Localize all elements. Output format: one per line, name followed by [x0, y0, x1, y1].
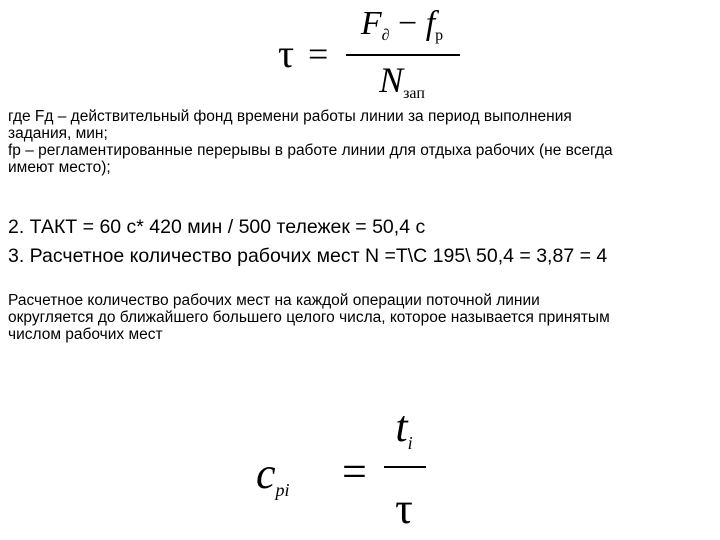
workplaces-calculation: 3. Расчетное количество рабочих мест N =Т\С 195\ 50,4 = 3,87 = 4 — [8, 245, 608, 267]
formula2-t: t — [395, 402, 408, 451]
takt-calculation: 2. ТАКТ = 60 с* 420 мин / 500 тележек = 50,4 с — [8, 216, 426, 238]
fraction-bar — [346, 54, 460, 56]
formula2-c-subscript: pi — [275, 480, 290, 500]
formula-equals-sign: = — [308, 34, 329, 74]
numerator-fd-subscript: ∂ — [381, 27, 390, 44]
formula-workplaces-per-operation — [256, 400, 456, 540]
definitions-paragraph — [8, 108, 714, 176]
definition-line: задания, мин; — [8, 125, 108, 142]
note-line: Расчетное количество рабочих мест на каждой операции поточной линии — [8, 292, 540, 309]
formula-takt-definition — [278, 4, 478, 104]
formula2-numerator — [382, 400, 426, 470]
denominator-n: N — [379, 60, 404, 100]
note-line: округляется до ближайшего большего целого числа, которое называется принятым — [8, 309, 610, 326]
denominator-subscript: зап — [403, 85, 425, 102]
formula-denominator — [342, 58, 462, 102]
formula2-fraction-bar — [384, 466, 426, 468]
formula-lhs-tau: τ — [278, 31, 295, 76]
numerator-fp: f — [425, 5, 436, 42]
formula2-equals-sign: = — [342, 447, 367, 496]
formula2-lhs — [256, 450, 290, 514]
rounding-note — [8, 292, 714, 343]
definition-line: fр – регламентированные перерывы в работе линии для отдыха рабочих (не всегда — [8, 142, 613, 159]
numerator-fd: F — [360, 5, 382, 42]
formula2-denominator: τ — [395, 484, 413, 533]
formula2-c: c — [256, 449, 276, 498]
numerator-minus: − — [389, 5, 426, 42]
definition-line: имеют место); — [8, 159, 111, 176]
formula-numerator — [342, 4, 462, 46]
definition-line: где Fд – действительный фонд времени работы линии за период выполнения — [8, 108, 572, 125]
formula2-t-subscript: i — [407, 433, 413, 453]
note-line: числом рабочих мест — [8, 326, 163, 343]
formula-fraction — [342, 4, 462, 104]
numerator-fp-subscript: p — [435, 27, 444, 44]
